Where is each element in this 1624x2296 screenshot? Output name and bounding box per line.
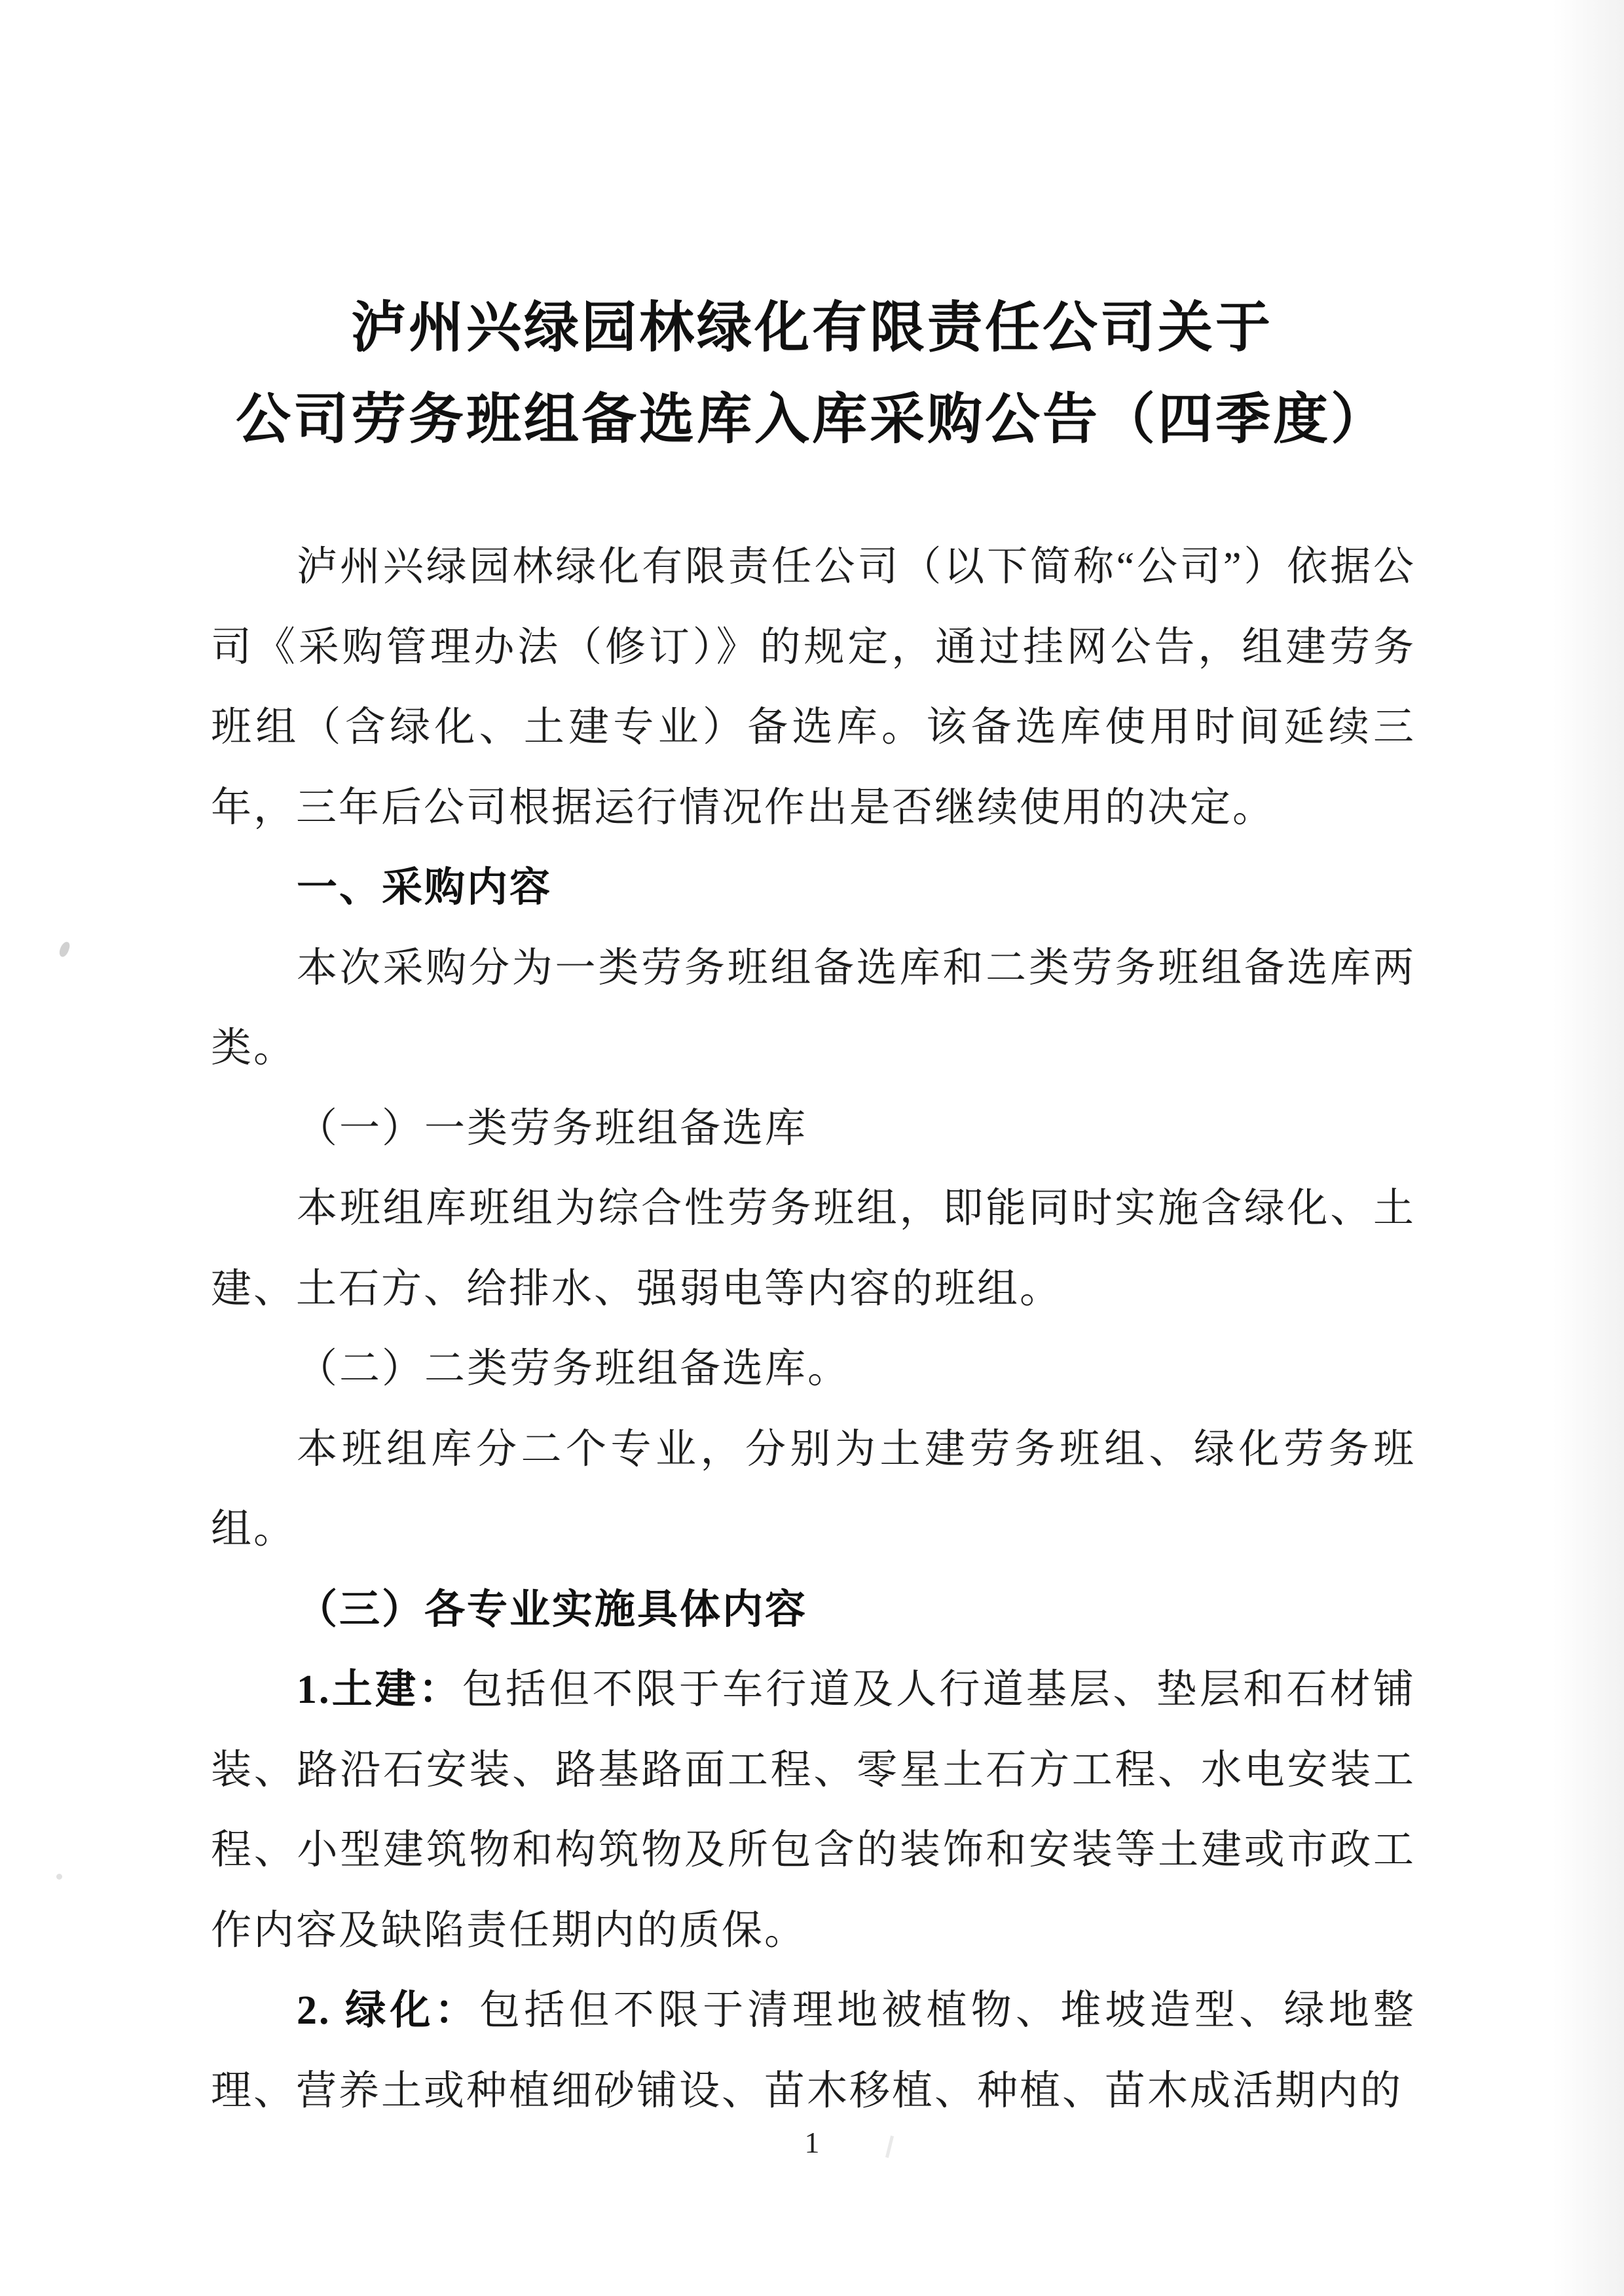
title-line-2: 公司劳务班组备选库入库采购公告（四季度） — [235, 388, 1388, 450]
page-number: 1 — [804, 2126, 820, 2159]
scan-edge-shadow — [1552, 0, 1624, 2296]
para-category-one-title: （一）一类劳务班组备选库 — [297, 1106, 808, 1151]
para-greening: 2. 绿化：包括但不限于清理地被植物、堆坡造型、绿地整理、营养土或种植细砂铺设、苗木移植、种植、苗木成活期内的 — [211, 1988, 1416, 2113]
scan-speck — [58, 941, 71, 958]
para-category-two-desc: 本班组库分二个专业，分别为土建劳务班组、绿化劳务班组。 — [211, 1427, 1416, 1552]
heading-procurement-content: 一、采购内容 — [297, 865, 553, 910]
para-category-two-title: （二）二类劳务班组备选库。 — [297, 1347, 851, 1391]
civil-works-label: 1.土建： — [297, 1667, 462, 1712]
para-category-one-desc: 本班组库班组为综合性劳务班组，即能同时实施含绿化、土建、土石方、给排水、强弱电等内容的班组。 — [211, 1186, 1416, 1311]
para-civil-works: 1.土建：包括但不限于车行道及人行道基层、垫层和石材铺装、路沿石安装、路基路面工程、零星土石方工程、水电安装工程、小型建筑物和构筑物及所包含的装饰和安装等土建或市政工作内容及缺陷责任期内的质保。 — [211, 1667, 1416, 1953]
heading-specialty-details: （三）各专业实施具体内容 — [297, 1586, 808, 1632]
scan-speck — [56, 1874, 62, 1880]
greening-label: 2. 绿化： — [297, 1988, 479, 2033]
para-two-categories: 本次采购分为一类劳务班组备选库和二类劳务班组备选库两类。 — [211, 945, 1416, 1070]
title-line-1: 泸州兴绿园林绿化有限责任公司关于 — [350, 297, 1273, 358]
document-body — [211, 527, 1416, 2131]
para-intro: 泸州兴绿园林绿化有限责任公司（以下简称“公司”）依据公司《采购管理办法（修订）》的规定，通过挂网公告，组建劳务班组（含绿化、土建专业）备选库。该备选库使用时间延续三年，三年后公司根据运行情况作出是否继续使用的决定。 — [211, 545, 1416, 830]
document-title — [210, 282, 1414, 465]
